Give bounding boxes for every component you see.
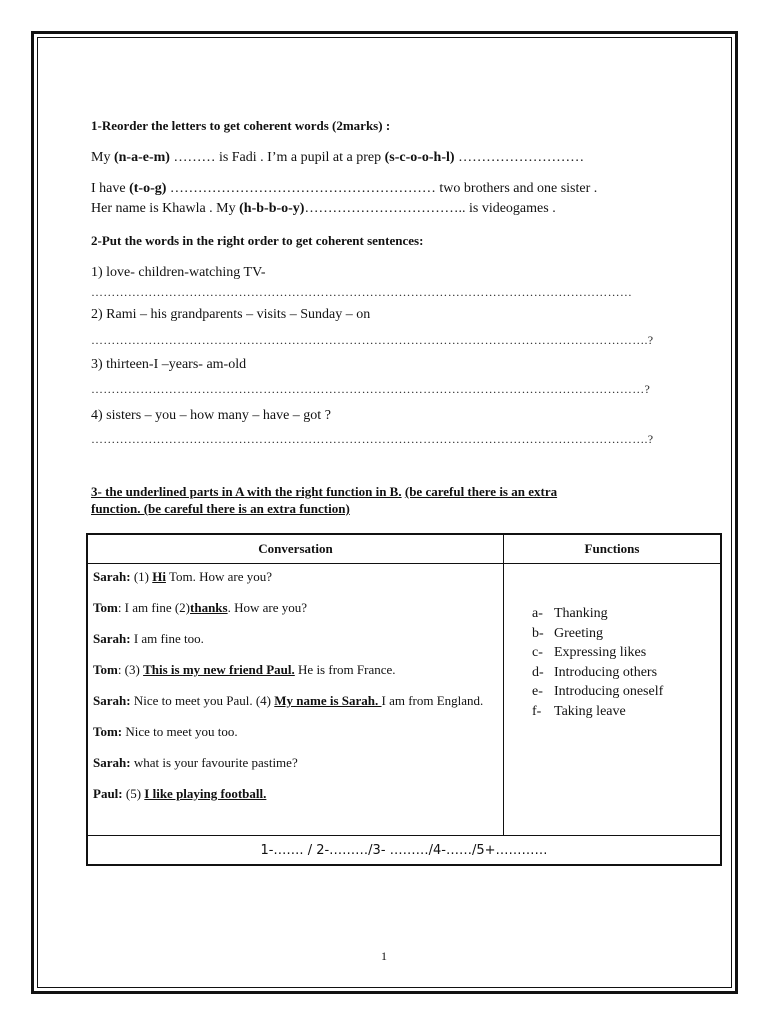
function-item: d- Introducing others [532, 664, 658, 680]
function-item: e- Introducing oneself [532, 684, 664, 699]
sentence-prompt-2: 2) Rami – his grandparents – visits – Sunday – on [91, 307, 371, 322]
answer-line-1[interactable]: …………………………………………………………………………………………………………………… [91, 285, 633, 299]
conversation-cell [87, 564, 504, 836]
sentence-prompt-1: 1) love- children-watching TV- [91, 265, 266, 280]
answer-line-4[interactable]: ……………………………………………………………………………………………………………………….? [91, 432, 654, 446]
column-header-conversation: Conversation [87, 534, 504, 564]
section1-line2: I have (t-o-g) ………………………………………………… two brothers and one sister . [91, 181, 598, 196]
function-item: b- Greeting [532, 625, 603, 641]
conversation-line: Sarah: what is your favourite pastime? [93, 755, 298, 770]
functions-list [532, 604, 720, 721]
answer-line-3[interactable]: ………………………………………………………………………………………………………………………? [91, 382, 651, 396]
section3-heading: 3- the underlined parts in A with the right function in B. (be careful there is an extra [91, 484, 558, 499]
section1-line3: Her name is Khawla . My (h-b-b-o-y)…………………………….. is videogames . [91, 201, 556, 216]
conversation-line: Tom: I am fine (2)thanks. How are you? [93, 600, 308, 615]
conversation-line: Sarah: I am fine too. [93, 631, 204, 646]
sentence-prompt-4: 4) sisters – you – how many – have – got ? [91, 408, 331, 423]
conversation-line: Sarah: (1) Hi Tom. How are you? [93, 569, 273, 584]
answer-line-2[interactable]: ……………………………………………………………………………………………………………………….? [91, 333, 654, 347]
answer-row[interactable]: 1-……. / 2-………/3- ………/4-……/5+………… [87, 836, 721, 866]
function-item: f- Taking leave [532, 703, 626, 719]
scrambled-word: (s-c-o-o-h-l) [384, 150, 455, 165]
section3-heading-line2: function. (be careful there is an extra function) [91, 501, 350, 516]
sentence-prompt-3: 3) thirteen-I –years- am-old [91, 357, 247, 372]
section2-heading: 2-Put the words in the right order to get coherent sentences: [91, 233, 424, 248]
scrambled-word: (n-a-e-m) [113, 150, 170, 165]
function-item: a- Thanking [532, 606, 608, 621]
conversation-line: Paul: (5) I like playing football. [93, 786, 267, 801]
functions-cell [504, 564, 722, 836]
conversation-line: Tom: (3) This is my new friend Paul. He is from France. [93, 662, 396, 677]
matching-table [86, 533, 722, 866]
function-item: c- Expressing likes [532, 645, 647, 660]
section1-heading: 1-Reorder the letters to get coherent words (2marks) : [91, 118, 391, 133]
column-header-functions: Functions [504, 534, 722, 564]
conversation-line: Sarah: Nice to meet you Paul. (4) My name is Sarah. I am from England. [93, 693, 484, 708]
answer-blank[interactable]: ……………………… [458, 150, 585, 165]
scrambled-word: (t-o-g) [129, 181, 167, 196]
page-number: 1 [381, 949, 387, 963]
section1-line1: My (n-a-e-m) ……… is Fadi . I’m a pupil at a prep (s-c-o-o-h-l) ……………………… [91, 150, 585, 165]
scrambled-word: (h-b-b-o-y) [239, 201, 305, 216]
conversation-line: Tom: Nice to meet you too. [93, 724, 238, 739]
